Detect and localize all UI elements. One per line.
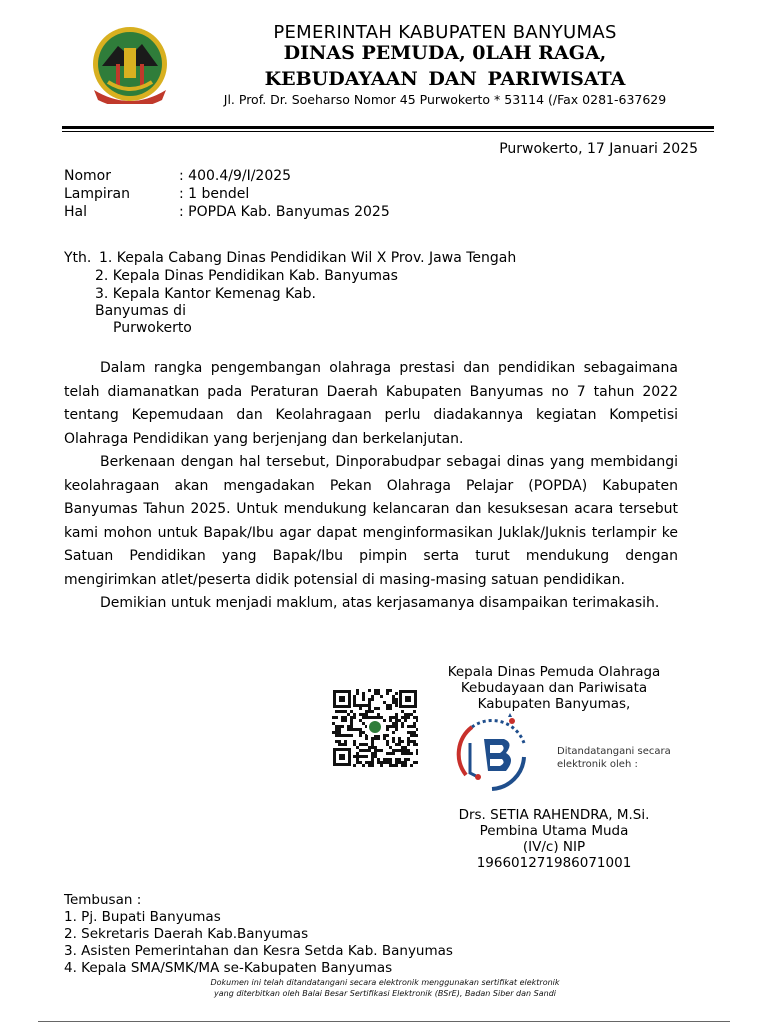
esign-label: Ditandatangani secara elektronik oleh :: [557, 746, 671, 770]
recipient-item: 2. Kepala Dinas Pendidikan Kab. Banyumas: [95, 268, 398, 284]
recipient-city: Banyumas di: [95, 303, 186, 319]
meta-label: Nomor: [64, 168, 111, 184]
letter-body: [64, 357, 678, 616]
recipient-prefix: Yth.: [64, 250, 92, 266]
signer-rank: Pembina Utama Muda: [479, 823, 629, 839]
esign-footnote: [150, 977, 620, 999]
signature-title-line: Kabupaten Banyumas,: [477, 696, 631, 712]
meta-label: Lampiran: [64, 186, 131, 202]
tembusan-item: 1. Pj. Bupati Banyumas: [64, 909, 221, 925]
recipient-item: 3. Kepala Kantor Kemenag Kab.: [95, 286, 316, 302]
tembusan-title: Tembusan :: [64, 892, 142, 908]
regency-seal-logo: [88, 26, 172, 104]
tembusan-item: 3. Asisten Pemerintahan dan Kesra Setda Kab. Banyumas: [64, 943, 453, 959]
meta-value: : 400.4/9/I/2025: [179, 168, 292, 184]
signer-grade: (IV/c) NIP: [522, 839, 586, 855]
signer-info: [420, 807, 688, 871]
qr-code: [332, 689, 418, 767]
footer-rule: [38, 1021, 730, 1022]
meta-nomor: [64, 168, 291, 184]
footnote-line: Dokumen ini telah ditandatangani secara elektronik menggunakan sertifikat elektronik: [210, 978, 560, 987]
body-paragraph: Dalam rangka pengembangan olahraga prestasi dan pendidikan sebagaimana telah diamanatkan pada Peraturan Daerah Kabupaten Banyumas no 7 tahun 2022 tentang Kepemudaan dan Keolahragaan perlu diadakannya kegiatan Kompetisi Olahraga Pendidikan yang berjenjang dan berkelanjutan.: [64, 360, 678, 447]
body-paragraph: Berkenaan dengan hal tersebut, Dinporabudpar sebagai dinas yang membidangi keolahragaan akan mengadakan Pekan Olahraga Pelajar (POPDA) Kabupaten Banyumas Tahun 2025. Untuk mendukung kelancaran dan kesuksesan acara tersebut kami mohon untuk Bapak/Ibu agar dapat menginformasikan Juklak/Juknis terlampir ke Satuan Pendidikan yang Bapak/Ibu pimpin serta turut mendukung dengan mengirimkan atlet/peserta didik potensial di masing-masing satuan pendidikan.: [64, 454, 678, 588]
signature-title: [420, 664, 688, 712]
header-government: PEMERINTAH KABUPATEN BANYUMAS: [273, 22, 617, 43]
header-office-name-2: KEBUDAYAAN DAN PARIWISATA: [264, 68, 626, 90]
signature-title-line: Kepala Dinas Pemuda Olahraga: [447, 664, 661, 680]
meta-lampiran: [64, 186, 249, 202]
tembusan-item: 4. Kepala SMA/SMK/MA se-Kabupaten Banyumas: [64, 960, 393, 976]
header-office-name-1: DINAS PEMUDA, 0LAH RAGA,: [283, 42, 607, 64]
meta-hal: [64, 204, 390, 220]
meta-value: : POPDA Kab. Banyumas 2025: [179, 204, 390, 220]
footnote-line: yang diterbitkan oleh Balai Besar Sertifikasi Elektronik (BSrE), Badan Siber dan Sandi: [213, 989, 556, 998]
header-divider-thin: [62, 131, 714, 132]
recipient-place: Purwokerto: [113, 320, 192, 336]
body-paragraph: Demikian untuk menjadi maklum, atas kerjasamanya disampaikan terimakasih.: [100, 595, 660, 611]
signer-name: Drs. SETIA RAHENDRA, M.Si.: [458, 807, 650, 823]
recipient-item: 1. Kepala Cabang Dinas Pendidikan Wil X Prov. Jawa Tengah: [99, 250, 517, 266]
meta-value: : 1 bendel: [179, 186, 250, 202]
bsre-esign-logo: [452, 713, 534, 797]
letter-date: Purwokerto, 17 Januari 2025: [499, 141, 698, 157]
signature-title-line: Kebudayaan dan Pariwisata: [460, 680, 648, 696]
meta-label: Hal: [64, 204, 87, 220]
header-address: Jl. Prof. Dr. Soeharso Nomor 45 Purwokerto * 53114 (/Fax 0281-637629: [223, 92, 667, 107]
signer-nip: 196601271986071001: [476, 855, 632, 871]
header-divider-thick: [62, 126, 714, 129]
tembusan-item: 2. Sekretaris Daerah Kab.Banyumas: [64, 926, 309, 942]
